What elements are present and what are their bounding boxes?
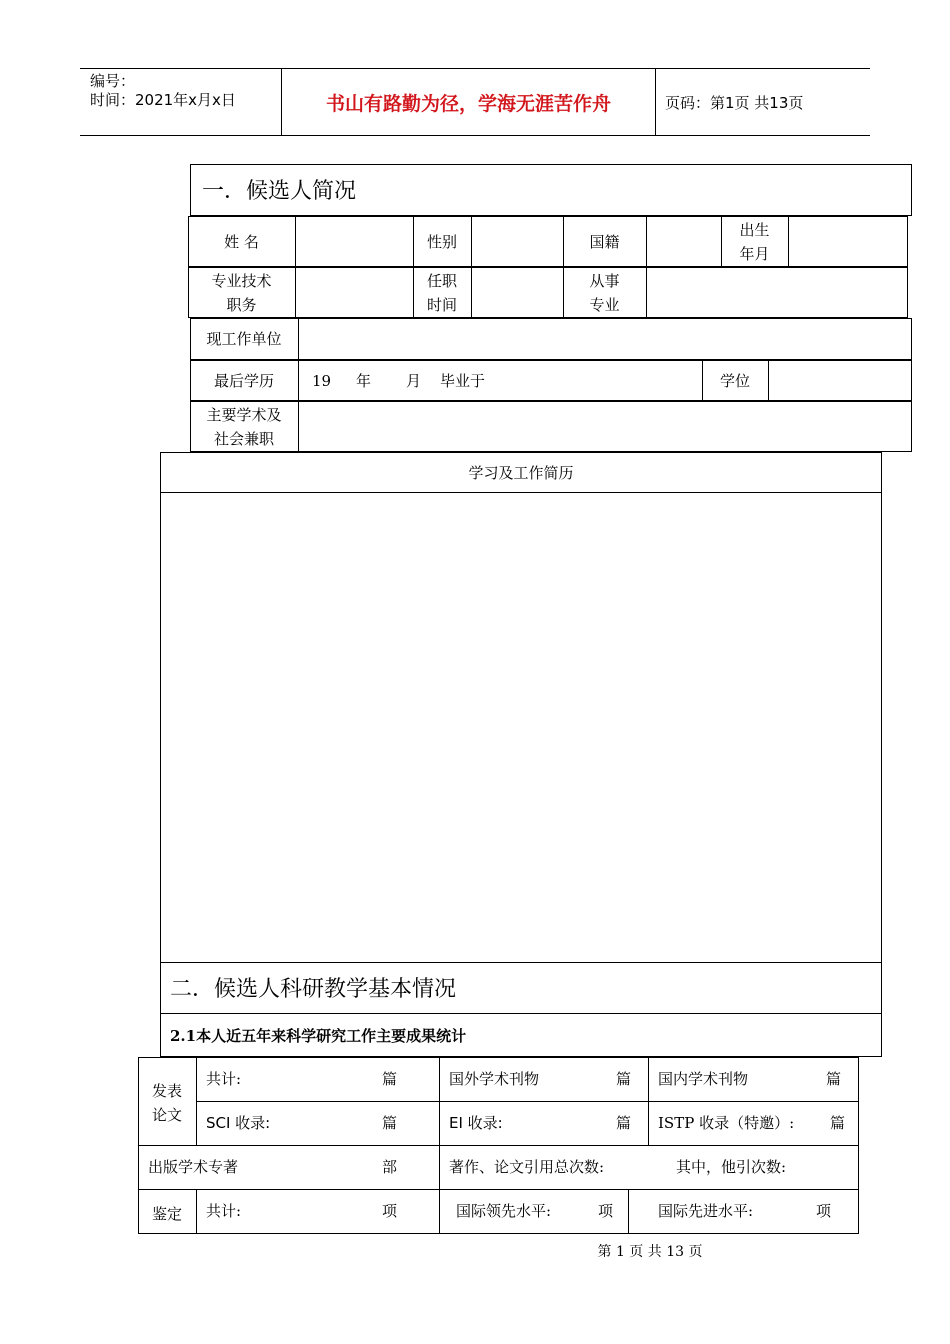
unit-pian-1: 篇 <box>382 1070 398 1088</box>
label-intl-advanced: 国际先进水平: <box>658 1202 754 1220</box>
label-appoint-2: 时间 <box>426 296 457 314</box>
label-title-1: 专业技术 <box>211 272 272 290</box>
serial-label: 编号： <box>90 72 136 90</box>
label-monograph: 出版学术专著 <box>148 1158 239 1176</box>
input-appoint[interactable] <box>472 268 562 317</box>
unit-pian-4: 篇 <box>382 1114 398 1132</box>
label-nationality: 国籍 <box>589 233 620 251</box>
header-top-rule <box>80 68 870 69</box>
input-major[interactable] <box>647 268 907 317</box>
stats-col-3 <box>648 1057 649 1145</box>
label-gender: 性别 <box>426 233 457 251</box>
stats-col-4 <box>628 1189 629 1234</box>
label-name: 姓 名 <box>224 233 259 251</box>
label-foreign-journal: 国外学术刊物 <box>449 1070 540 1088</box>
input-title[interactable] <box>296 268 412 317</box>
resume-content-area[interactable] <box>161 493 881 962</box>
label-other-citations: 其中，他引次数: <box>676 1158 787 1176</box>
label-papers-1: 发表 <box>151 1082 182 1100</box>
unit-pian-5: 篇 <box>616 1114 632 1132</box>
section2-subtitle: 2.1本人近五年来科学研究工作主要成果统计 <box>170 1027 467 1045</box>
label-papers-2: 论文 <box>151 1106 182 1124</box>
label-sci: SCI 收录: <box>206 1114 271 1132</box>
unit-xiang-2: 项 <box>598 1202 614 1220</box>
time-label: 时间：2021年x月x日 <box>90 91 236 109</box>
label-birth-1: 出生 <box>739 221 770 239</box>
label-intl-leading: 国际领先水平: <box>456 1202 552 1220</box>
label-appoint-1: 任职 <box>426 272 457 290</box>
label-birth-2: 年月 <box>739 245 770 263</box>
stats-rule-2 <box>138 1145 859 1146</box>
stats-rule-1 <box>196 1101 859 1102</box>
stats-col-1a <box>196 1057 197 1145</box>
label-total-papers: 共计: <box>206 1070 242 1088</box>
label-ei: EI 收录: <box>449 1114 503 1132</box>
unit-pian-6: 篇 <box>830 1114 846 1132</box>
unit-pian-3: 篇 <box>826 1070 842 1088</box>
label-domestic-journal: 国内学术刊物 <box>658 1070 749 1088</box>
label-education: 最后学历 <box>213 372 274 390</box>
label-appraisal: 鉴定 <box>151 1205 182 1223</box>
page-info: 页码：第1页 共13页 <box>665 94 804 112</box>
unit-bu: 部 <box>382 1158 398 1176</box>
stats-col-2 <box>439 1057 440 1234</box>
label-total-appraisal: 共计: <box>206 1202 242 1220</box>
label-work-unit: 现工作单位 <box>206 330 282 348</box>
month-unit: 月 <box>406 372 422 390</box>
label-citations: 著作、论文引用总次数: <box>449 1158 605 1176</box>
resume-title: 学习及工作简历 <box>468 464 574 482</box>
input-gender[interactable] <box>472 217 562 266</box>
stats-col-1b <box>196 1189 197 1234</box>
input-education[interactable] <box>488 361 701 400</box>
label-title-2: 职务 <box>226 296 257 314</box>
input-work-unit[interactable] <box>299 319 911 359</box>
input-academic[interactable] <box>299 402 911 451</box>
label-degree: 学位 <box>719 372 750 390</box>
input-name[interactable] <box>296 217 412 266</box>
section2-title: 二．候选人科研教学基本情况 <box>170 977 457 1002</box>
input-nationality[interactable] <box>647 217 720 266</box>
section1-title: 一．候选人简况 <box>202 179 357 204</box>
header-bottom-rule <box>80 135 870 136</box>
label-major-1: 从事 <box>589 272 620 290</box>
unit-xiang-1: 项 <box>382 1202 398 1220</box>
input-birth[interactable] <box>789 217 907 266</box>
label-academic-1: 主要学术及 <box>206 406 282 424</box>
unit-xiang-3: 项 <box>816 1202 832 1220</box>
unit-pian-2: 篇 <box>616 1070 632 1088</box>
input-degree[interactable] <box>769 361 911 400</box>
stats-rule-3 <box>138 1189 859 1190</box>
row4-divider-1 <box>298 360 299 401</box>
footer-page-number: 第 1 页 共 13 页 <box>597 1244 703 1260</box>
year-prefix: 19 <box>312 372 332 390</box>
year-unit: 年 <box>356 372 372 390</box>
label-academic-2: 社会兼职 <box>213 430 274 448</box>
header-divider-right <box>655 68 656 135</box>
graduated-from: 毕业于 <box>440 372 486 390</box>
label-major-2: 专业 <box>589 296 620 314</box>
label-istp: ISTP 收录（特邀）: <box>658 1114 795 1132</box>
motto: 书山有路勤为径，学海无涯苦作舟 <box>325 93 611 115</box>
